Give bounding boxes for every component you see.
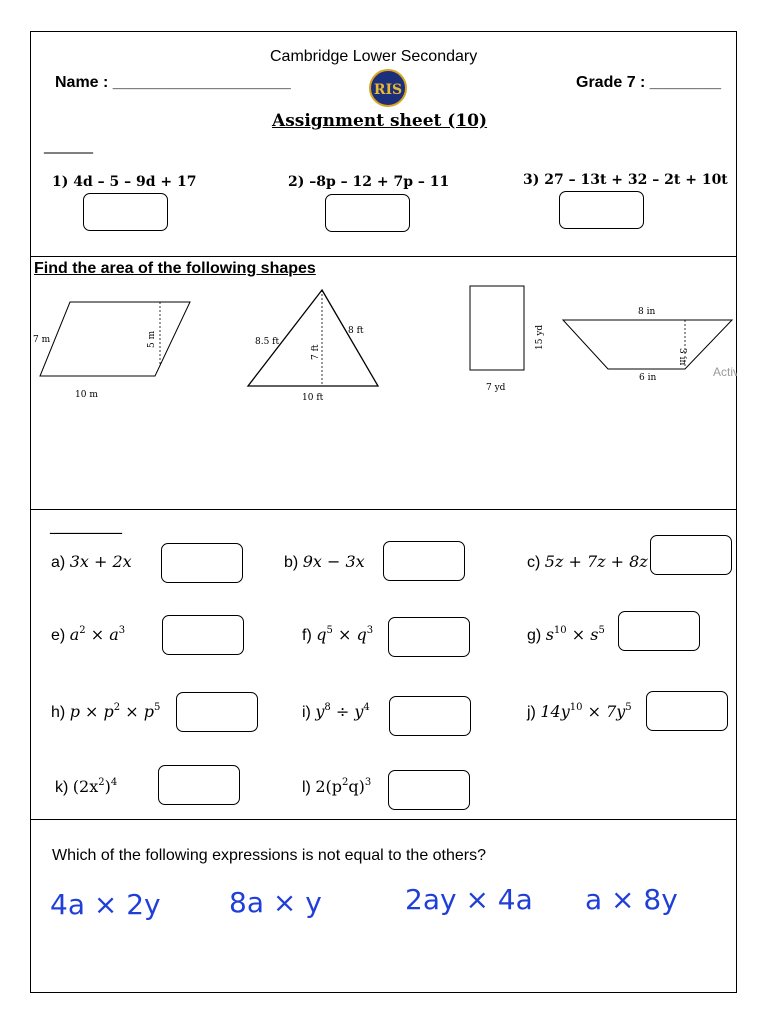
rectangle-shape <box>470 286 524 370</box>
answer-box-1[interactable] <box>83 193 168 231</box>
school-logo <box>369 69 407 107</box>
answer-box-c[interactable] <box>650 535 732 575</box>
answer-box-e[interactable] <box>162 615 244 655</box>
school-name: Cambridge Lower Secondary <box>270 48 478 65</box>
parallelogram-shape <box>40 302 190 376</box>
answer-box-2[interactable] <box>325 194 410 232</box>
answer-box-h[interactable] <box>176 692 258 732</box>
divider-2 <box>30 509 737 510</box>
answer-box-g[interactable] <box>618 611 700 651</box>
item-j: j) $14y^{10} \times 7y^5$ <box>527 702 632 721</box>
logo-text: RIS <box>373 82 403 98</box>
answer-box-j[interactable] <box>646 691 728 731</box>
divider-1 <box>30 256 737 257</box>
item-i: i) $y^8 \div y^4$ <box>302 702 370 721</box>
trapezoid-height-label: 3 in <box>677 348 687 366</box>
triangle-base-label: 10 ft <box>302 393 324 403</box>
question-2: 2) –8p – 12 + 7p – 11 <box>288 174 450 190</box>
option-4[interactable]: a × 8y <box>585 883 678 916</box>
name-label: Name : ____________________ <box>55 74 291 91</box>
answer-box-k[interactable] <box>158 765 240 805</box>
answer-box-l[interactable] <box>388 770 470 810</box>
item-f: f) $q^5 \times q^3$ <box>302 625 374 644</box>
area-heading: Find the area of the following shapes <box>34 260 316 277</box>
shapes-drawing <box>30 280 737 420</box>
option-3[interactable]: 2ay × 4a <box>405 883 533 916</box>
option-2[interactable]: 8a × y <box>229 886 322 919</box>
section3-blank: _________ <box>50 515 122 534</box>
triangle-height-label: 7 ft <box>311 344 321 360</box>
sheet-title: Assignment sheet (10) <box>272 111 488 131</box>
item-e: e) $a^2 \times a^3$ <box>51 625 126 644</box>
grade-label: Grade 7 : ________ <box>576 74 721 91</box>
parallelogram-base-label: 10 m <box>75 390 98 400</box>
item-g: g) $s^{10} \times s^5$ <box>527 625 605 644</box>
trapezoid-shape <box>563 320 732 369</box>
answer-box-i[interactable] <box>389 696 471 736</box>
trapezoid-bottom-label: 6 in <box>639 373 657 383</box>
odd-one-out-prompt: Which of the following expressions is not equal to the others? <box>52 847 487 864</box>
rectangle-height-label: 15 yd <box>535 324 545 350</box>
answer-box-3[interactable] <box>559 191 644 229</box>
item-k: k) $(2x^2)^4$ <box>55 777 118 796</box>
header-blank: _______ <box>44 138 93 154</box>
parallelogram-height-label: 5 m <box>147 330 157 348</box>
question-1: 1) 4d – 5 – 9d + 17 <box>52 174 197 190</box>
divider-3 <box>30 819 737 820</box>
triangle-right-label: 8 ft <box>348 326 364 336</box>
question-3: 3) 27 – 13t + 32 – 2t + 10t <box>523 172 728 188</box>
item-l: l) $2(p^2q)^3$ <box>302 777 372 796</box>
parallelogram-side-label: 7 m <box>33 335 51 345</box>
answer-box-b[interactable] <box>383 541 465 581</box>
answer-box-a[interactable] <box>161 543 243 583</box>
item-c: c) 5z + 7z + 8z <box>527 552 648 571</box>
item-h: h) $p \times p^2 \times p^5$ <box>51 702 161 721</box>
answer-box-f[interactable] <box>388 617 470 657</box>
trapezoid-top-label: 8 in <box>638 307 656 317</box>
watermark-text: Activ <box>713 365 737 379</box>
rectangle-width-label: 7 yd <box>486 383 506 393</box>
item-b: b) 9x − 3x <box>284 552 365 571</box>
item-a: a) 3x + 2x <box>51 552 132 571</box>
triangle-left-label: 8.5 ft <box>255 337 280 347</box>
option-1[interactable]: 4a × 2y <box>50 888 161 921</box>
